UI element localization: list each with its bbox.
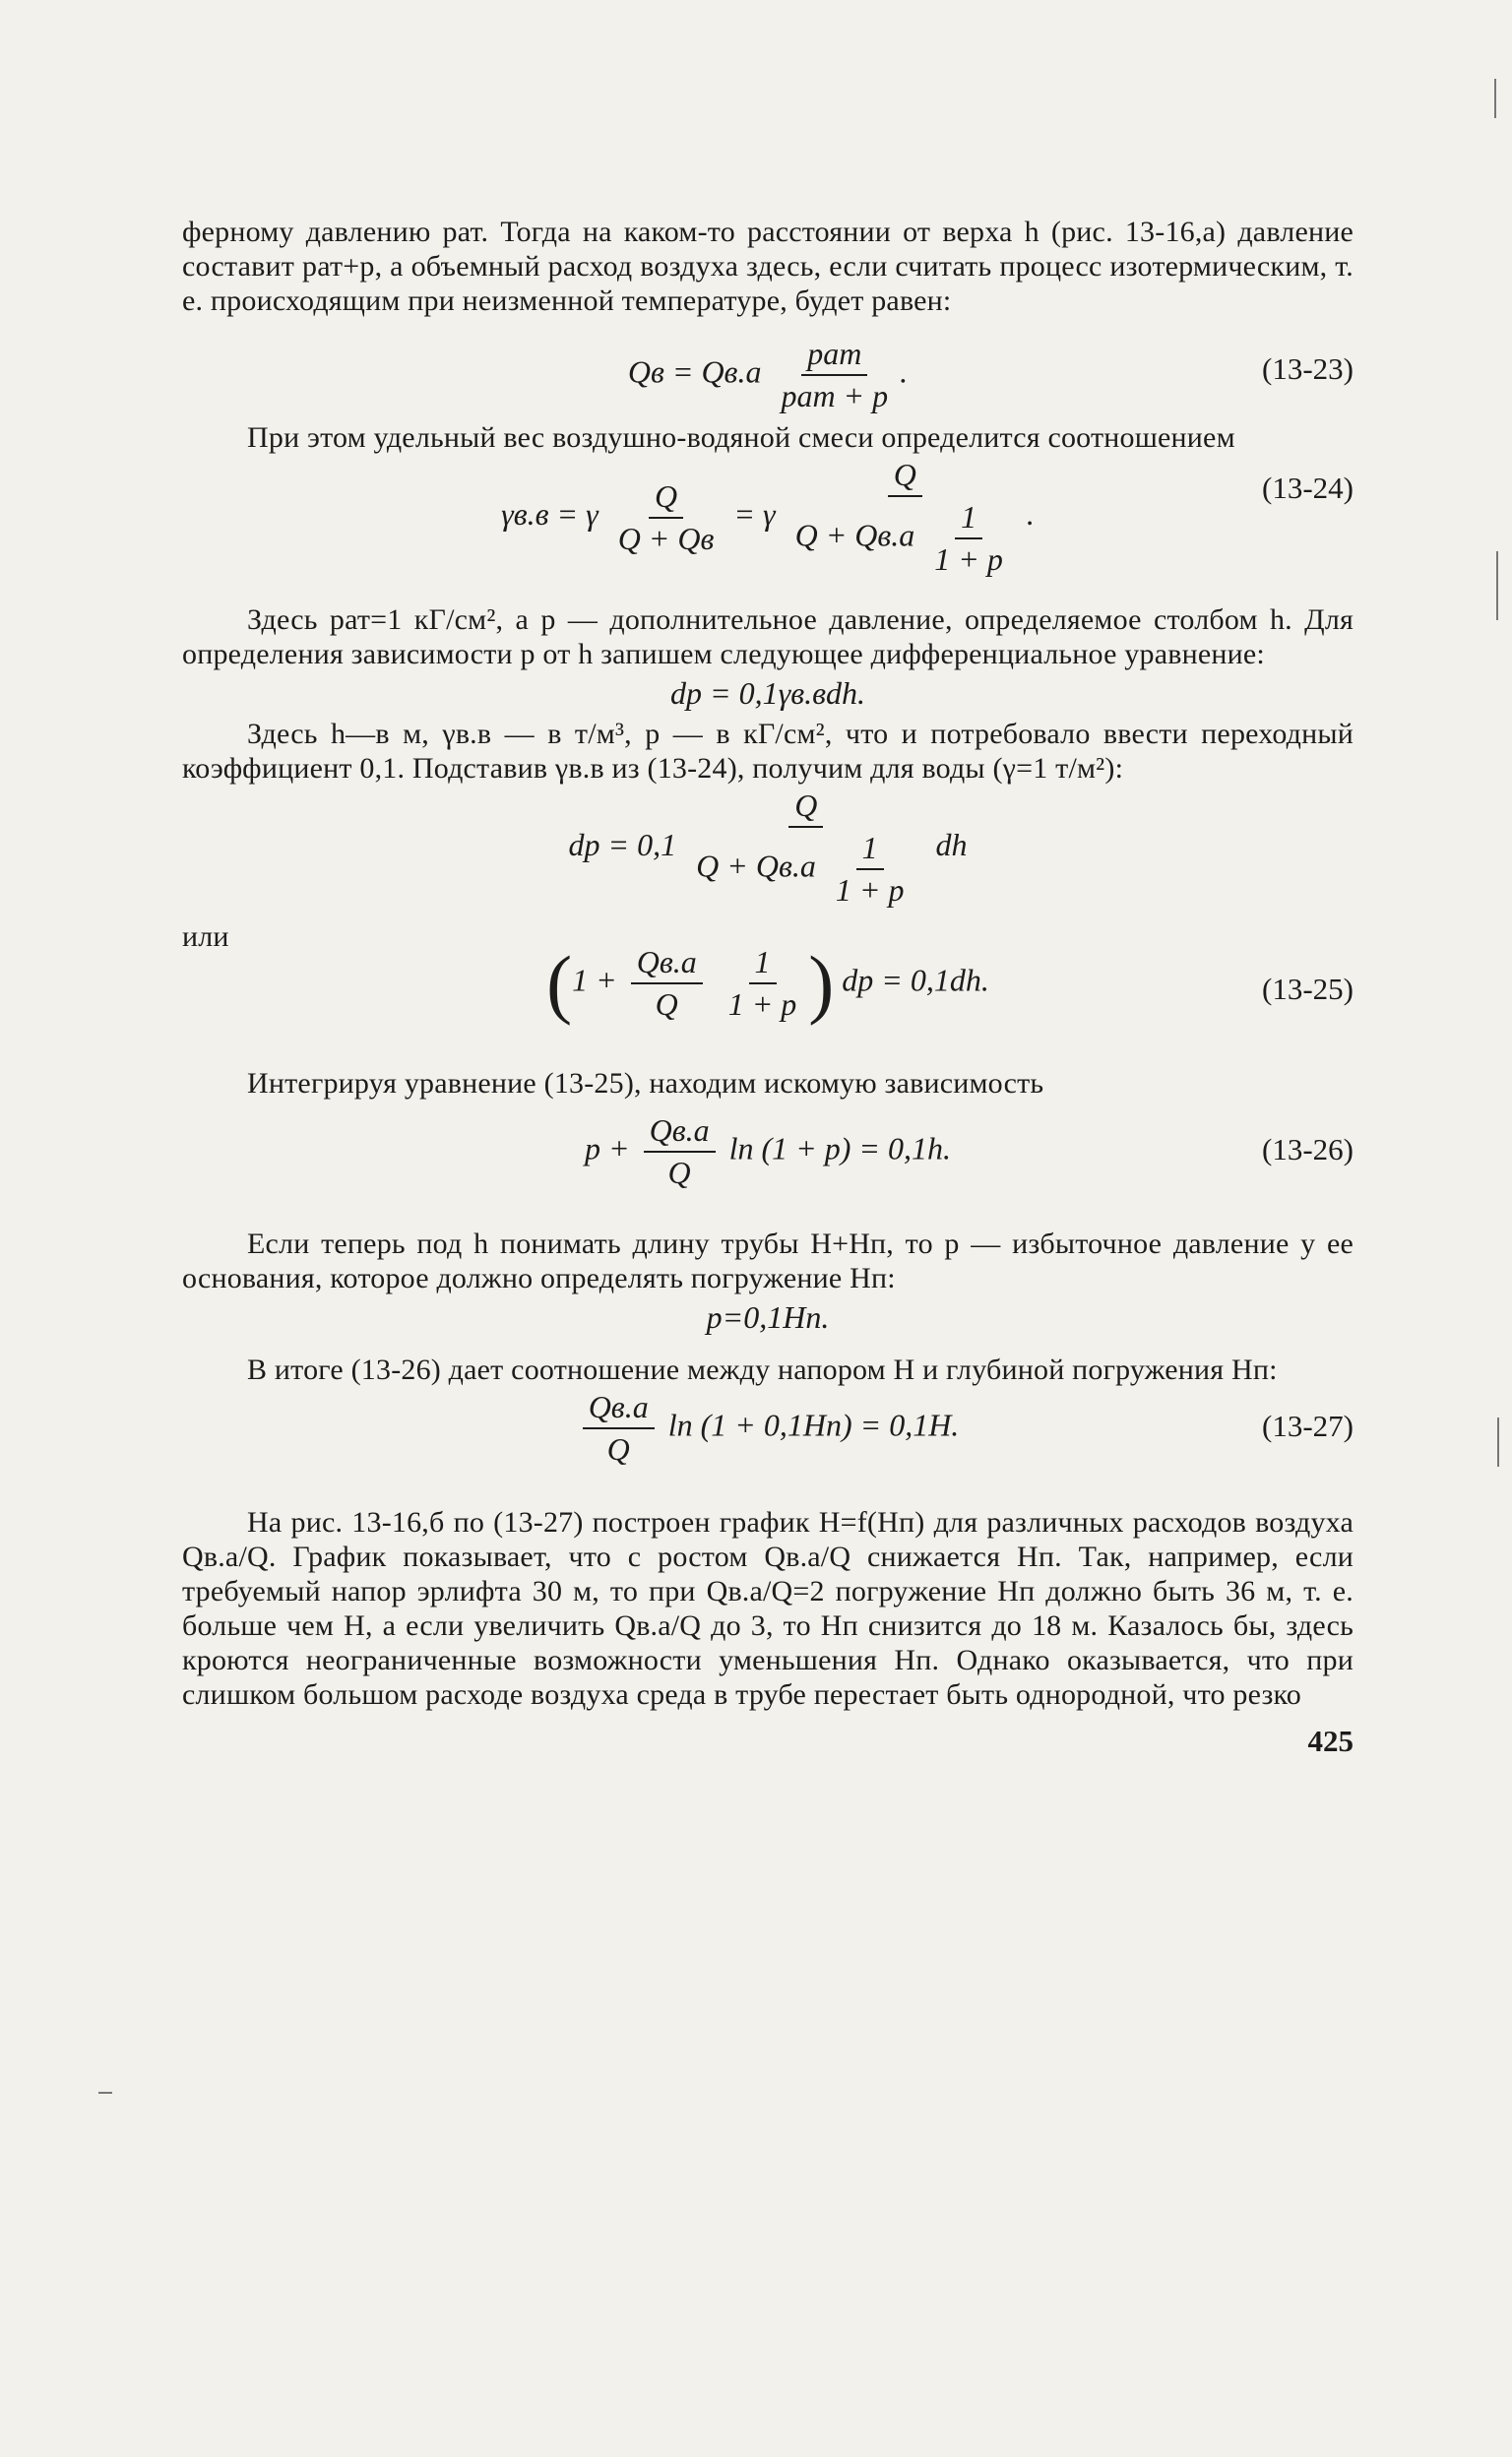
eq24-fraction-1 [612, 478, 721, 557]
eq25-f2-numerator: 1 [749, 944, 777, 984]
paragraph-2: При этом удельный вес воздушно-водяной смеси определится соотношением [247, 421, 1235, 454]
margin-mark-middle [1496, 551, 1498, 620]
eq-p-text: p=0,1Hп. [706, 1299, 830, 1335]
paragraph-4: Здесь h—в м, γв.в — в т/м³, p — в кГ/см², что и потребовало ввести переходный коэффициент 0,1. Подставив γв.в из (13-24), получим для воды (γ=1 т/м²): [182, 718, 1354, 785]
page-body [182, 215, 1354, 1771]
eq24-inner-numerator: 1 [955, 499, 982, 539]
margin-mark-top [1494, 79, 1496, 118]
equation-13-26 [182, 1106, 1354, 1201]
paragraph-1: ферному давлению pат. Тогда на каком-то расстоянии от верха h (рис. 13-16,a) давление составит pат+p, а объемный расход воздуха здесь, если считать процесс изотермическим, т. е. происходящим при неизменной температуре, будет равен: [182, 216, 1354, 317]
equation-13-24 [182, 455, 1354, 583]
eq-dp2-denominator [690, 828, 921, 909]
eq25-one: 1 + [572, 962, 617, 998]
paragraph-3: Здесь pат=1 кГ/см², а p — дополнительное давление, определяемое столбом h. Для определения зависимости p от h запишем следующее дифференциальное уравнение: [182, 603, 1354, 670]
eq-dp2-inner-fraction [830, 830, 911, 909]
eq25-fraction-2 [723, 944, 803, 1023]
eq25-tail: dp = 0,1dh. [842, 962, 989, 998]
eq-dp2-inner-numerator: 1 [856, 830, 884, 870]
equation-dp-2 [182, 786, 1354, 908]
eq25-f1-numerator: Qв.а [631, 944, 703, 984]
eq23-numerator: pат [801, 336, 867, 376]
eq24-fraction-2 [789, 457, 1021, 578]
eq26-tail: ln (1 + p) = 0,1h. [728, 1130, 951, 1166]
paragraph-9: На рис. 13-16,б по (13-27) построен график H=f(Hп) для различных расходов воздуха Qв.а/Q. График показывает, что с ростом Qв.а/Q снижается Hп. Так, например, если требуемый напор эрлифта 30 м, то при Qв.а/Q=2 погружение Hп должно быть 36 м, т. е. больше чем H, а если увеличить Qв.а/Q до 3, то Hп снизится до 18 м. Казалось бы, здесь кроются неограниченные возможности уменьшения Hп. Однако оказывается, что при слишком большом расходе воздуха среда в трубе перестает быть однородной, что резко [182, 1506, 1354, 1711]
left-mark-dash [98, 2092, 112, 2094]
eq26-denominator: Q [667, 1155, 691, 1190]
eq27-fraction [583, 1389, 655, 1468]
equation-p [182, 1295, 1354, 1341]
eq24-inner-denominator: 1 + p [934, 541, 1003, 577]
paragraph-6: Интегрируя уравнение (13-25), находим искомую зависимость [247, 1067, 1044, 1100]
eq-dp2-inner-denominator: 1 + p [835, 872, 905, 908]
eq26-fraction [644, 1112, 716, 1191]
eq24-f2-denominator [789, 497, 1021, 578]
eq24-f1-denominator: Q + Qв [617, 520, 715, 556]
eq24-mid: = γ [733, 495, 776, 532]
eq-dp2-lhs: dp = 0,1 [568, 826, 677, 862]
eq23-fraction [775, 336, 894, 414]
equation-13-25 [182, 940, 1354, 1039]
eq27-denominator: Q [606, 1431, 630, 1467]
eq25-number: (13-25) [1262, 972, 1354, 1006]
equation-13-27 [182, 1387, 1354, 1476]
equation-13-23 [182, 328, 1354, 413]
eq26-numerator: Qв.а [644, 1112, 716, 1153]
paragraph-5: или [182, 920, 229, 953]
eq23-denominator: pат + p [781, 378, 889, 413]
eq27-tail: ln (1 + 0,1Hп) = 0,1H. [667, 1407, 960, 1443]
eq25-close-paren: ) [808, 940, 835, 1026]
paragraph-8: В итоге (13-26) дает соотношение между напором H и глубиной погружения Hп: [247, 1354, 1278, 1386]
eq23-lhs: Qв = Qв.а [627, 353, 762, 390]
eq25-fraction-1 [631, 944, 703, 1023]
eq26-number: (13-26) [1262, 1132, 1354, 1166]
equation-dp [182, 671, 1354, 717]
eq-dp2-fraction [690, 788, 921, 909]
margin-mark-lower [1497, 1418, 1499, 1467]
page-number: 425 [1307, 1724, 1354, 1758]
eq24-f2-den-term: Q + Qв.а [794, 517, 915, 553]
eq-dp2-den-term: Q + Qв.а [696, 848, 816, 884]
eq23-tail: . [900, 353, 909, 390]
paragraph-7: Если теперь под h понимать длину трубы H+Hп, то p — избыточное давление у ее основания, которое должно определять погружение Hп: [182, 1228, 1354, 1294]
eq25-f1-denominator: Q [655, 986, 678, 1022]
eq25-open-paren: ( [546, 940, 573, 1026]
eq24-f1-numerator: Q [649, 478, 683, 519]
eq24-f2-numerator: Q [888, 457, 922, 497]
eq-dp-text: dp = 0,1γв.вdh. [670, 675, 865, 711]
eq27-number: (13-27) [1262, 1409, 1354, 1443]
eq27-numerator: Qв.а [583, 1389, 655, 1429]
eq25-f2-denominator: 1 + p [727, 986, 797, 1022]
eq24-lhs: γв.в = γ [501, 495, 598, 532]
eq24-inner-fraction [928, 499, 1009, 578]
eq-dp2-numerator: Q [788, 788, 823, 828]
eq24-tail: . [1026, 495, 1035, 532]
eq26-lhs: p + [585, 1130, 630, 1166]
eq23-number: (13-23) [1262, 351, 1354, 386]
eq24-number: (13-24) [1262, 471, 1354, 505]
eq-dp2-tail: dh [935, 826, 968, 862]
